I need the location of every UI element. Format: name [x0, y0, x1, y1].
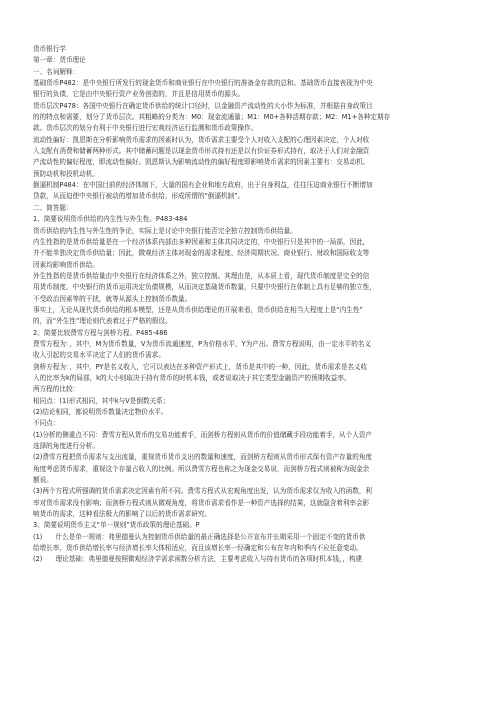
text-line: 贷款，从而迫使中央银行被动的增加货币供给，形成所谓的“倒逼机制”。 [33, 192, 245, 201]
text-line: (1)分析的侧重点不同：费雪方程从货币的交易功能着手，而剑桥方程则从货币的价值储藏手段功能着手，从个人资产 [33, 430, 373, 439]
text-line: 两方程的比较： [33, 385, 80, 394]
text-line: 事实上，无论从现代货币供给的根本模型，还是从货币供给理论的开展来看，货币供给在相当大程度上是“内生性” [33, 305, 363, 314]
text-line: 款。货币层次的划分有利于中央银行进行宏观经济运行监测和货币政策操作。 [33, 124, 258, 133]
text-line: 收入引起的交易水平决定了人们的货币需求。 [33, 351, 165, 360]
text-line: (2)费雪方程把货币需求与支出流量，重视货币货币支出的数量和速度，而剑桥方程则从货币形式保有资产存量的角度 [33, 453, 373, 462]
text-line: 基础货币P482：是中央银行所发行的现金货币和商业银行在中央银行的准备金存款的总和。基础货币直接表现为中央 [33, 79, 373, 88]
text-line: 给增长率，货币供给增长率与经济增长率大体相适应，而且该增长率一经确定和公布在年内和季内不应任意变动。 [33, 544, 363, 553]
text-line: 不受政治因素等的干扰，就等从源头上控制货币数量。 [33, 294, 192, 303]
text-line: 流动性偏好：凯恩斯在分析影响货币需求的因素时认为，货币需求主要受个人对收入支配的心理因素决定，个人对收 [33, 135, 370, 144]
text-line: 预防动机和投机动机。 [33, 169, 99, 178]
text-line: 剑桥方程为：，其中，PY是名义收入，它可以表达在多种资产形式上，货币是其中的一种，因此，货币需求是名义收 [33, 362, 368, 371]
text-line: 货币供给的内生性与外生性的争论，实际上是讨论中央银行能否完全独立控制货币供给量。 [33, 226, 297, 235]
text-line: 一、名词解释： [33, 67, 80, 76]
text-line: 并不能单独决定货币供给量；因此，微观经济主体对现金的需求程度、经济周期状况、商业银行、财政和国际收支等 [33, 249, 370, 258]
text-line: 外生性指的是货币供给量由中央银行在经济体系之外，独立控制。其理由是，从本质上看，现代货币制度是完全的信 [33, 271, 370, 280]
text-line: 二、简答题： [33, 203, 73, 212]
text-line: 倒逼机制P484：在中国目前的经济体制下，大量的国有企业和地方政府，出于自身利益，往往压迫商业银行不断增加 [33, 181, 373, 190]
text-line: (2) 理论基础：弗里德曼按照微观经济学需求函数分析方法，主要考虑收入与持有货币的各项时机本钱，，构建 [33, 555, 363, 564]
text-line: 不同点： [33, 419, 60, 428]
text-line: 货币层次P478：各国中央银行在确定货币供给的统计口径时，以金融资产流动性的大小作为标准，并根据自身政策目 [33, 101, 373, 110]
text-line: 选择的角度进行分析。 [33, 442, 99, 451]
text-line: 3、简要说明货币主义“单一规则”货币政策的理论基础。P [33, 521, 200, 530]
text-line: 额说。 [33, 476, 53, 485]
text-line: 1、简要说明货币供给的内生性与外生性。P483-484 [33, 215, 188, 224]
text-line: 角度考虑货币需求，重视这个存量占收入的比例。所以费雪方程也称之为现金交易说，而剑桥方程式则被称为现金余 [33, 464, 370, 473]
text-line: 入支配有消费和储蓄两种形式。其中储蓄问题是以现金货币形式持有还是以有价证券形式持有，取决于人们对金融资 [33, 147, 370, 156]
text-line: 产流动性的偏好程度，即流动性偏好。凯恩斯认为影响流动性的偏好程度即影响货币需求的因素主要有：交易动机、 [33, 158, 370, 167]
text-line: (3)两个方程式所强调的货币需求决定因素有所不同。费雪方程式从宏观角度出发，认为货币需求仅为收入的函数，利 [33, 487, 373, 496]
text-line: 费雪方程为：，其中，M为货币数量，V为货币流通速度，P为价格水平，Y为产出。费雪方程说明，由一定水平的名义 [33, 339, 371, 348]
text-line: 的的特点和需要，划分了货币层次。其粗略的分类为：M0：现金流通量；M1：M0+各种活期存款；M2：M1+各种定期存 [33, 113, 391, 122]
text-line: 内生性指的是货币供给量是在一个经济体系内部由多种因素和主体共同决定的，中央银行只是其中的一局部，因此， [33, 237, 370, 246]
text-line: 的，而“外生性”理论则代表着过于严格的假设。 [33, 317, 172, 326]
text-line: 银行的负债，它是由中央银行资产业务创造的，并且是信用货币的源头。 [33, 90, 244, 99]
text-line: 率对货币需求没有影响；而剑桥方程式则从微观角度，将货币需求看作是一种资产选择的结果，这就隐含着利率会影 [33, 498, 370, 507]
text-line: (2)结论相同，都说明货币数量决定物价水平。 [33, 408, 168, 416]
text-line: 第一章：货币理论 [33, 56, 86, 65]
text-line: (1) 什么是单一规则：弗里德曼认为控制货币供给量的最正确选择是公开宣布并长期采用一个固定不变的货币供 [33, 532, 366, 541]
text-line: 2、简要比较费雪方程与剑桥方程。P485-486 [33, 328, 168, 337]
text-line: 入的比率为k的局部，k的大小则取决于持有货币的时机本钱，或者说取决于其它类型金融资产的预期收益率。 [33, 373, 351, 382]
text-line: 货币银行学 [33, 45, 66, 53]
document-page [33, 44, 470, 566]
text-line: 用货币制度，中央银行的货币运用决定负债规模，从而决定基础货币数量，只要中央银行在体制上具有足够的独立性， [33, 283, 376, 292]
text-line: 因素均影响货币供给。 [33, 260, 99, 269]
text-line: 相同点：(1)形式相同，其中k与V是倒数关系； [33, 396, 170, 405]
text-line: 响货币的需求，这种看法极大的影响了以后的货币需求研究。 [33, 510, 212, 519]
